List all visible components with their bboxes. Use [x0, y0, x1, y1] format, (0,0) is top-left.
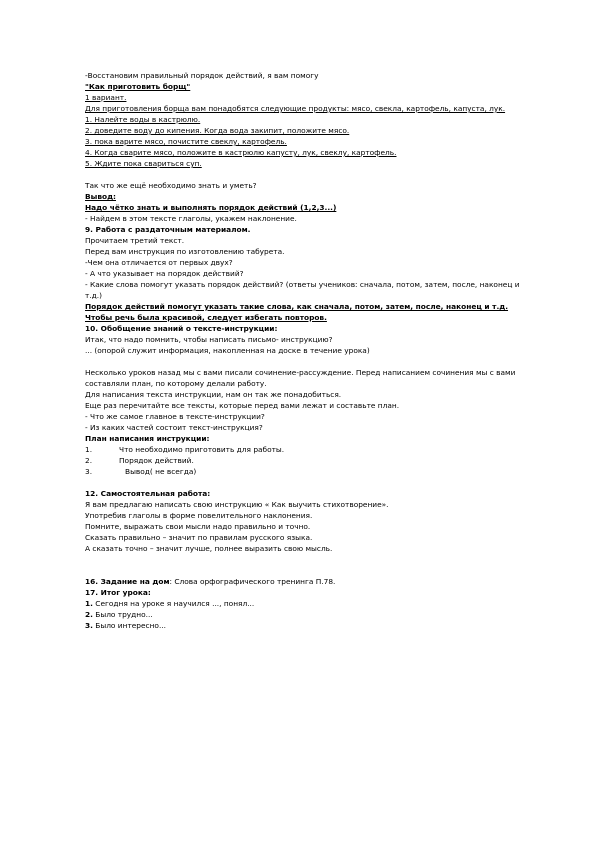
question-main: - Что же самое главное в тексте-инструкции? — [85, 412, 265, 421]
reflection-3: 3. Было интересно... — [85, 621, 166, 630]
section-17-heading: 17. Итог урока: — [85, 588, 151, 597]
recipe-title: "Как приготовить борщ" — [85, 82, 191, 91]
conclusion-heading: Вывод: — [85, 192, 116, 201]
summary-question: Итак, что надо помнить, чтобы написать письмо- инструкцию? — [85, 335, 333, 344]
question-line: Так что же ещё необходимо знать и уметь? — [85, 181, 257, 190]
step-3: 3. пока варите мясо, почистите свеклу, картофель. — [85, 137, 287, 146]
task-verbs: - Найдем в этом тексте глаголы, укажем наклонение. — [85, 214, 297, 223]
instruction-intro: Перед вам инструкция по изготовлению табурета. — [85, 247, 285, 256]
question-difference: -Чем она отличается от первых двух? — [85, 258, 233, 267]
remember-line: Помните, выражать свои мысли надо правильно и точно. — [85, 522, 311, 531]
step-4: 4. Когда сварите мясо, положите в кастрюлю капусту, лук, свеклу, картофель. — [85, 148, 397, 157]
plan-item-2: 2. Порядок действий. — [85, 456, 194, 465]
section-10-heading: 10. Обобщение знаний о тексте-инструкции: — [85, 324, 278, 333]
plan-needed: Для написания текста инструкции, нам он так же понадобиться. — [85, 390, 342, 399]
say-precisely-line: А сказать точно – значит лучше, полнее выразить свою мысль. — [85, 544, 333, 553]
question-words: - Какие слова помогут указать порядок действий? (ответы учеников: сначала, потом, затем, после, наконец и т.д.) — [85, 280, 520, 300]
ingredients-line: Для приготовления борща вам понадобятся следующие продукты: мясо, свекла, картофель, капуста, лук. — [85, 104, 506, 113]
variant-heading: 1 вариант. — [85, 93, 127, 102]
step-2: 2. доведите воду до кипения. Когда вода закипит, положите мясо. — [85, 126, 350, 135]
homework-line: 16. Задание на дом: Слова орфографического тренинга П.78. — [85, 577, 336, 586]
lesson-text — [85, 70, 525, 631]
self-work-task: Я вам предлагаю написать свою инструкцию « Как выучить стихотворение». — [85, 500, 389, 509]
homework-heading: 16. Задание на дом — [85, 577, 170, 586]
section-9-heading: 9. Работа с раздаточным материалом. — [85, 225, 251, 234]
step-5: 5. Ждите пока свариться суп. — [85, 159, 202, 168]
question-order: - А что указывает на порядок действий? — [85, 269, 244, 278]
question-parts: - Из каких частей состоит текст-инструкция? — [85, 423, 263, 432]
summary-note: ... (опорой служит информация, накопленная на доске в течение урока) — [85, 346, 370, 355]
reread-task: Еще раз перечитайте все тексты, которые перед вами лежат и составьте план. — [85, 401, 400, 410]
reflection-2: 2. Было трудно... — [85, 610, 153, 619]
plan-item-3: 3. Вывод( не всегда) — [85, 467, 197, 476]
plan-paragraph: Несколько уроков назад мы с вами писали сочинение-рассуждение. Перед написанием сочинения мы с вами составляли план, по которому делали работу. — [85, 368, 516, 388]
plan-heading: План написания инструкции: — [85, 434, 210, 443]
conclusion-text: Надо чётко знать и выполнять порядок действий (1,2,3...) — [85, 203, 337, 212]
section-12-heading: 12. Самостоятельная работа: — [85, 489, 211, 498]
read-third-text: Прочитаем третий текст. — [85, 236, 185, 245]
step-1: 1. Налейте воды в кастрюлю. — [85, 115, 201, 124]
say-correctly-line: Сказать правильно – значит по правилам русского языка. — [85, 533, 313, 542]
order-words-rule: Порядок действий помогут указать такие слова, как сначала, потом, затем, после, наконец и т.д. Чтобы речь была красивой, следует избегать повторов. — [85, 302, 509, 322]
reflection-1: 1. Сегодня на уроке я научился ..., понял... — [85, 599, 255, 608]
plan-item-1: 1. Что необходимо приготовить для работы. — [85, 445, 285, 454]
self-work-verbs: Употребив глаголы в форме повелительного наклонения. — [85, 511, 313, 520]
intro-line: -Восстановим правильный порядок действий, я вам помогу — [85, 71, 319, 80]
